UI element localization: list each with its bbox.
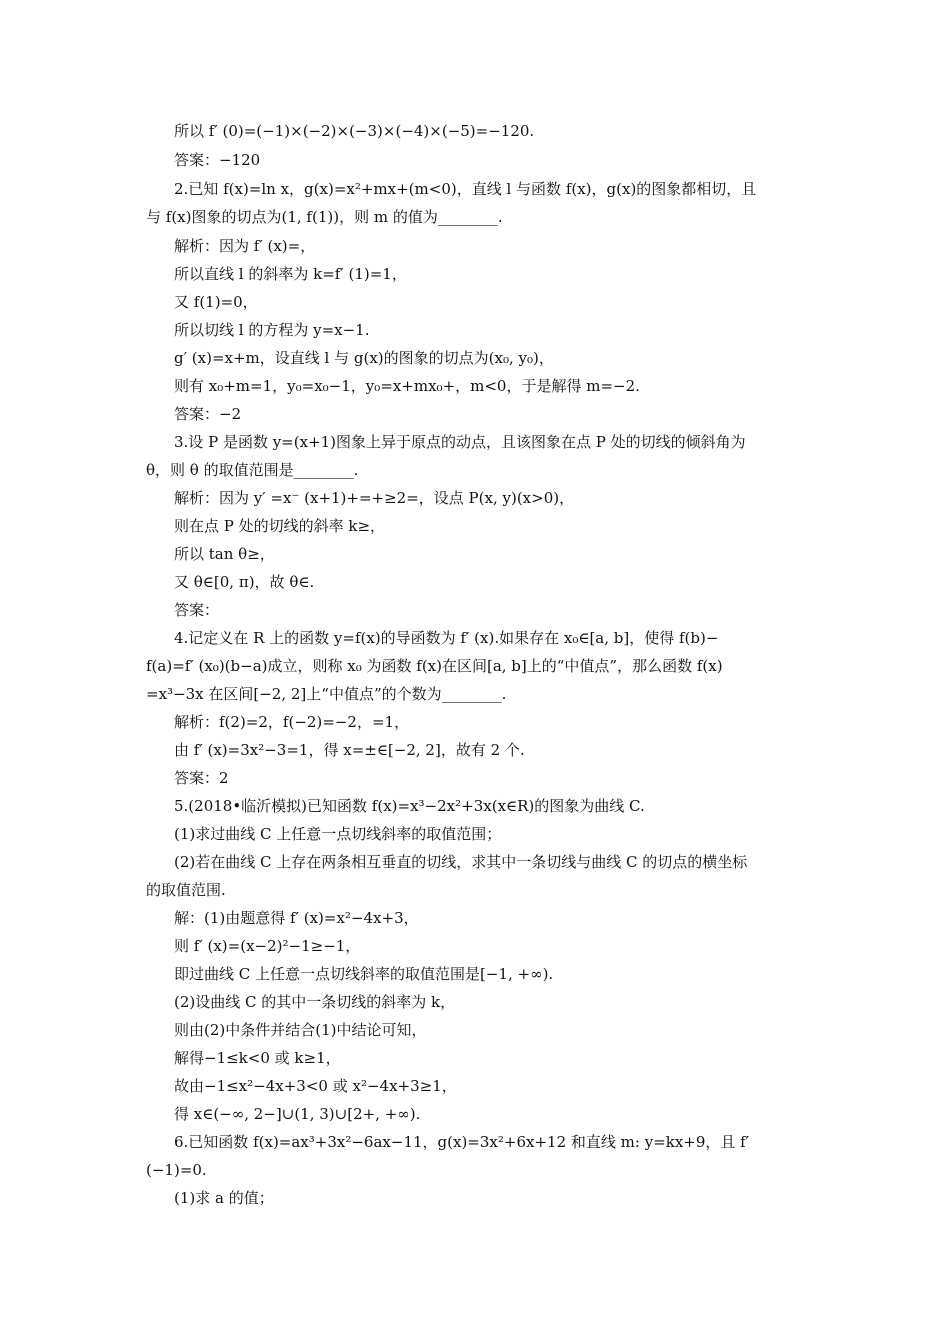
question-2-line: 2.已知 f(x)=ln x，g(x)=x²+mx+(m<0)，直线 l 与函数 f(x)，g(x)的图象都相切，且 bbox=[174, 180, 757, 198]
solution-line: 解析：f(2)=2，f(−2)=−2，=1， bbox=[174, 713, 410, 731]
question-4-line: =x³−3x 在区间[−2, 2]上“中值点”的个数为________. bbox=[146, 685, 507, 703]
question-3-line: 3.设 P 是函数 y=(x+1)图象上异于原点的动点，且该图象在点 P 处的切线的倾斜角为 bbox=[174, 433, 746, 451]
question-3-line: θ，则 θ 的取值范围是________. bbox=[146, 461, 359, 479]
answer-line: 答案：−120 bbox=[174, 151, 261, 169]
solution-line: 则有 x₀+m=1，y₀=x₀−1，y₀=x+mx₀+，m<0，于是解得 m=−2. bbox=[174, 377, 640, 395]
solution-line: 又 f(1)=0， bbox=[174, 293, 258, 311]
answer-line: 答案： bbox=[174, 601, 220, 619]
question-6-line: 6.已知函数 f(x)=ax³+3x²−6ax−11，g(x)=3x²+6x+12 和直线 m: y=kx+9，且 f′ bbox=[174, 1133, 750, 1151]
question-6-line: (1)求 a 的值； bbox=[174, 1189, 274, 1207]
question-4-line: f(a)=f′ (x₀)(b−a)成立，则称 x₀ 为函数 f(x)在区间[a, b]上的“中值点”，那么函数 f(x) bbox=[146, 657, 723, 675]
solution-line: 由 f′ (x)=3x²−3=1，得 x=±∈[−2, 2]，故有 2 个. bbox=[174, 741, 525, 759]
question-5-line: 的取值范围. bbox=[146, 881, 226, 899]
solution-line: 解：(1)由题意得 f′ (x)=x²−4x+3， bbox=[174, 909, 419, 927]
solution-line: g′ (x)=x+m，设直线 l 与 g(x)的图象的切点为(x₀, y₀)， bbox=[174, 349, 554, 367]
solution-line: 所以直线 l 的斜率为 k=f′ (1)=1， bbox=[174, 265, 407, 283]
answer-line: 答案：−2 bbox=[174, 405, 242, 423]
text-line: 所以 f′ (0)=(−1)×(−2)×(−3)×(−4)×(−5)=−120. bbox=[174, 122, 535, 140]
solution-line: 故由−1≤x²−4x+3<0 或 x²−4x+3≥1， bbox=[174, 1077, 457, 1095]
answer-line: 答案：2 bbox=[174, 769, 229, 787]
solution-line: 解得−1≤k<0 或 k≥1， bbox=[174, 1049, 341, 1067]
solution-line: 又 θ∈[0, π)，故 θ∈. bbox=[174, 573, 315, 591]
solution-line: 解析：因为 f′ (x)=， bbox=[174, 237, 316, 255]
solution-line: (2)设曲线 C 的其中一条切线的斜率为 k， bbox=[174, 993, 456, 1011]
question-5-line: (1)求过曲线 C 上任意一点切线斜率的取值范围； bbox=[174, 825, 502, 843]
solution-line: 则由(2)中条件并结合(1)中结论可知， bbox=[174, 1021, 427, 1039]
solution-line: 所以切线 l 的方程为 y=x−1. bbox=[174, 321, 370, 339]
question-2-line: 与 f(x)图象的切点为(1, f(1))，则 m 的值为________. bbox=[146, 208, 503, 226]
question-5-line: 5.(2018•临沂模拟)已知函数 f(x)=x³−2x²+3x(x∈R)的图象为曲线 C. bbox=[174, 797, 645, 815]
solution-line: 则在点 P 处的切线的斜率 k≥， bbox=[174, 517, 386, 535]
question-5-line: (2)若在曲线 C 上存在两条相互垂直的切线，求其中一条切线与曲线 C 的切点的横坐标 bbox=[174, 853, 748, 871]
question-4-line: 4.记定义在 R 上的函数 y=f(x)的导函数为 f′ (x).如果存在 x₀∈[a, b]，使得 f(b)− bbox=[174, 629, 719, 647]
solution-line: 则 f′ (x)=(x−2)²−1≥−1， bbox=[174, 937, 361, 955]
solution-line: 所以 tan θ≥， bbox=[174, 545, 275, 563]
solution-line: 解析：因为 y′ =x⁻ (x+1)+=+≥2=，设点 P(x, y)(x>0)， bbox=[174, 489, 575, 507]
solution-line: 即过曲线 C 上任意一点切线斜率的取值范围是[−1, +∞). bbox=[174, 965, 554, 983]
solution-line: 得 x∈(−∞, 2−]∪(1, 3)∪[2+, +∞). bbox=[174, 1105, 421, 1123]
question-6-line: (−1)=0. bbox=[146, 1161, 207, 1179]
